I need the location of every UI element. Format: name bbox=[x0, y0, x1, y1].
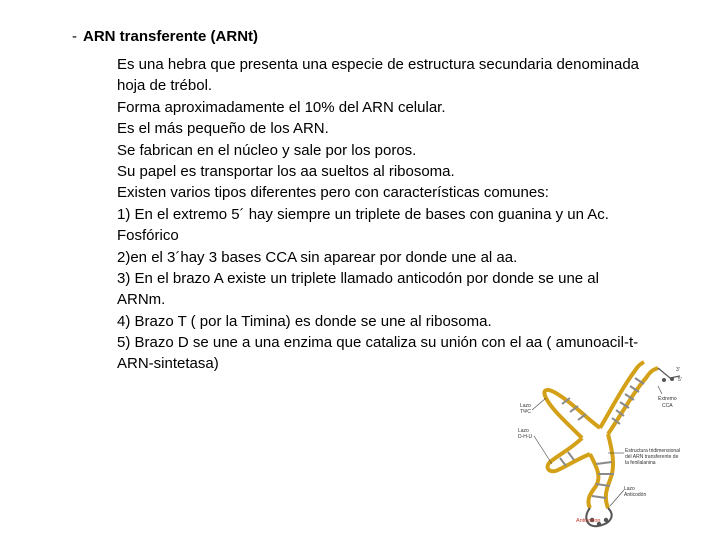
trna-diagram bbox=[512, 358, 692, 530]
label-estructura-3: la fenilalanina bbox=[625, 460, 656, 466]
leader-line bbox=[532, 398, 546, 410]
label-anticodon-loop: Anticodón bbox=[624, 492, 647, 498]
text-line: Fosfórico bbox=[117, 227, 179, 245]
description-text bbox=[117, 55, 687, 376]
text-line: 5) Brazo D se une a una enzima que cataliza su unión con el aa ( amunoacil-t- bbox=[117, 334, 639, 352]
label-anticodon: Anticodon bbox=[576, 518, 601, 524]
text-line: 1) En el extremo 5´ hay siempre un triplete de bases con guanina y un Ac. bbox=[117, 205, 609, 223]
text-line: Forma aproximadamente el 10% del ARN celular. bbox=[117, 98, 446, 116]
text-line: Su papel es transportar los aa sueltos al ribosoma. bbox=[117, 162, 455, 180]
leader-line bbox=[610, 490, 624, 506]
leader-line bbox=[658, 386, 662, 394]
text-line: Es el más pequeño de los ARN. bbox=[117, 120, 329, 138]
text-line: 3) En el brazo A existe un triplete llamado anticodón por donde se une al bbox=[117, 269, 599, 287]
acceptor-arm-helix bbox=[600, 362, 658, 434]
text-line: 2)en el 3´hay 3 bases CCA sin aparear por donde une al aa. bbox=[117, 248, 518, 266]
text-line: ARN-sintetasa) bbox=[117, 355, 219, 373]
label-lazo-dhu: Lazo bbox=[518, 428, 529, 434]
heading-title: ARN transferente (ARNt) bbox=[83, 28, 259, 45]
label-tpc: TΨC bbox=[520, 409, 531, 415]
label-3prime: 3' bbox=[676, 367, 680, 373]
text-line: 4) Brazo T ( por la Timina) es donde se une al ribosoma. bbox=[117, 312, 492, 330]
heading-bullet: - bbox=[72, 28, 77, 45]
label-estructura-2: del ARN transferente de bbox=[625, 454, 679, 460]
text-line: ARNm. bbox=[117, 291, 166, 309]
d-arm-helix bbox=[548, 438, 590, 471]
trna-structure-figure bbox=[512, 358, 692, 530]
section-heading bbox=[72, 28, 258, 45]
t-arm-helix bbox=[544, 390, 600, 438]
text-line: hoja de trébol. bbox=[117, 77, 213, 95]
anticodon-arm-helix bbox=[588, 434, 614, 508]
label-lazo-anti: Lazo bbox=[624, 486, 635, 492]
label-5prime: 5' bbox=[678, 377, 682, 383]
text-line: Se fabrican en el núcleo y sale por los poros. bbox=[117, 141, 417, 159]
cca-dot bbox=[662, 378, 666, 382]
label-extremo: Extremo bbox=[658, 396, 677, 402]
label-estructura-1: Estructura tridimensional bbox=[625, 448, 681, 454]
anticodon-base bbox=[604, 518, 608, 522]
label-cca: CCA bbox=[662, 403, 673, 409]
leader-line bbox=[534, 436, 552, 464]
cca-dot bbox=[670, 377, 674, 381]
text-line: Existen varios tipos diferentes pero con características comunes: bbox=[117, 184, 549, 202]
label-dhu: D-H-U bbox=[518, 434, 533, 440]
text-line: Es una hebra que presenta una especie de estructura secundaria denominada bbox=[117, 56, 640, 73]
label-lazo-tpc: Lazo bbox=[520, 403, 531, 409]
